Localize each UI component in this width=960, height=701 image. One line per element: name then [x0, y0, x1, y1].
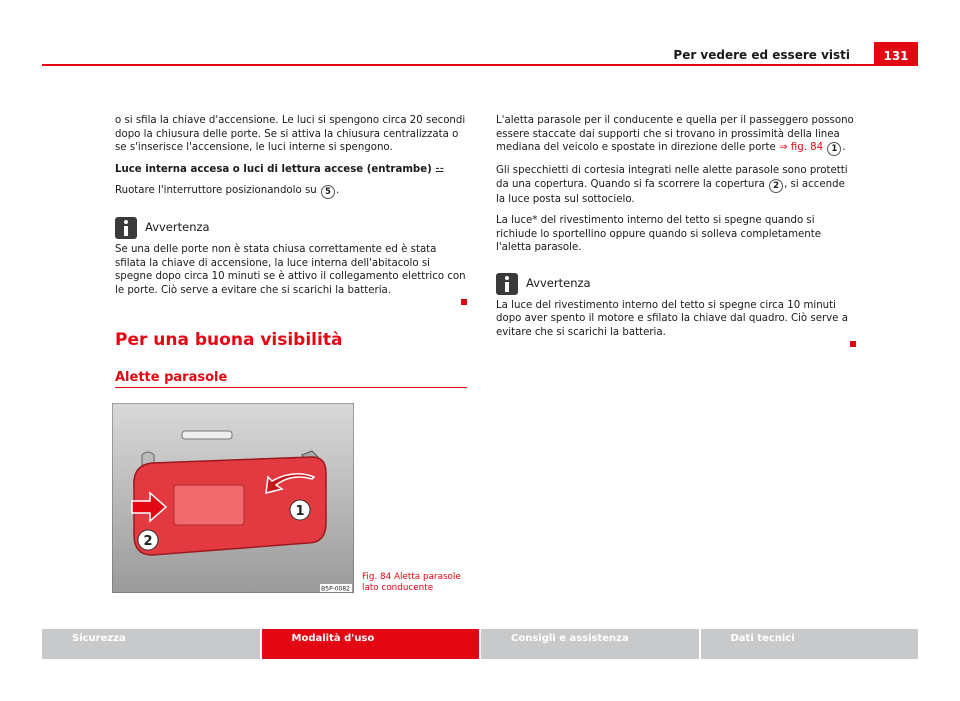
info-icon	[115, 217, 137, 239]
footer-nav	[42, 629, 918, 659]
right-paragraph-1-text: L'aletta parasole per il conducente e quella per il passeggero possono essere staccate dai supporti che si trovano in prossimità della linea mediana del veicolo e spostate in direzione delle porte	[496, 115, 854, 153]
footer-tab-modalita-uso[interactable]: Modalità d'uso	[262, 629, 480, 659]
right-warning-heading	[496, 273, 856, 295]
header-rule	[42, 64, 918, 66]
footer-tab-consigli[interactable]: Consigli e assistenza	[481, 629, 699, 659]
sun-visor-figure	[112, 403, 354, 593]
section-title: Per una buona visibilità	[115, 330, 343, 350]
right-warning-text: La luce del rivestimento interno del tetto si spegne circa 10 minuti dopo aver spento il motore e sfilato la chiave dal quadro. Ciò serve a evitare che si scarichi la batteria.	[496, 299, 848, 338]
right-paragraph-2-end: , si accende la luce posta sul sottocielo.	[496, 178, 845, 205]
section-subtitle: Alette parasole	[115, 370, 228, 385]
figure-code: B5P-0082	[321, 585, 350, 593]
figure-link[interactable]: ⇒ fig. 84	[779, 142, 824, 153]
right-paragraph-1	[496, 114, 856, 156]
interior-light-icon: ⚍	[435, 163, 445, 175]
left-paragraph-2	[115, 184, 467, 199]
figure-label-1: 1	[295, 504, 305, 519]
figure-caption-line-1: Fig. 84 Aletta parasole	[362, 572, 461, 582]
callout-2: 2	[769, 179, 783, 193]
left-warning-title: Avvertenza	[145, 220, 210, 235]
info-icon	[496, 273, 518, 295]
right-warning-title: Avvertenza	[526, 275, 591, 290]
page-number: 131	[874, 42, 918, 66]
right-paragraph-3: La luce* del rivestimento interno del tetto si spegne quando si richiude lo sportellino oppure quando si solleva completamente l'aletta parasole.	[496, 215, 821, 253]
right-paragraph-2-text: Gli specchietti di cortesia integrati nelle alette parasole sono protetti da una copertura. Quando si fa scorrere la copertura	[496, 165, 848, 190]
right-paragraph-2	[496, 164, 856, 206]
figure-caption	[362, 572, 461, 593]
left-warning-heading	[115, 217, 467, 239]
left-paragraph-2-text: Ruotare l'interruttore posizionandolo su	[115, 185, 317, 196]
right-paragraph-1-end: .	[842, 142, 846, 153]
section-end-mark	[850, 341, 856, 347]
footer-tab-sicurezza[interactable]: Sicurezza	[42, 629, 260, 659]
left-subheading	[115, 163, 467, 177]
left-warning-text: Se una delle porte non è stata chiusa correttamente ed è stata sfilata la chiave di accensione, la luce interna dell'abitacolo si spegne dopo circa 10 minuti se è attivo il collegamento elettrico con le porte. Ciò serve a evitare che si scarichi la batteria.	[115, 244, 466, 296]
figure-label-2: 2	[143, 534, 153, 549]
section-end-mark	[461, 299, 467, 305]
right-column	[496, 114, 856, 347]
left-subheading-text: Luce interna accesa o luci di lettura accese (entrambe)	[115, 163, 432, 175]
figure-caption-line-2: lato conducente	[362, 582, 434, 593]
left-column	[115, 114, 467, 305]
callout-5: 5	[321, 185, 335, 199]
left-paragraph-2-end: .	[335, 185, 340, 196]
footer-tab-dati-tecnici[interactable]: Dati tecnici	[701, 629, 919, 659]
left-paragraph-1: o si sfila la chiave d'accensione. Le luci si spengono circa 20 secondi dopo la chiusura delle porte. Se si attiva la chiusura centralizzata o se s'inserisce l'accensione, le luci interne si spengono.	[115, 115, 466, 153]
subtitle-rule	[115, 387, 467, 388]
callout-1: 1	[827, 142, 841, 156]
page-header-title: Per vedere ed essere visti	[673, 48, 850, 62]
